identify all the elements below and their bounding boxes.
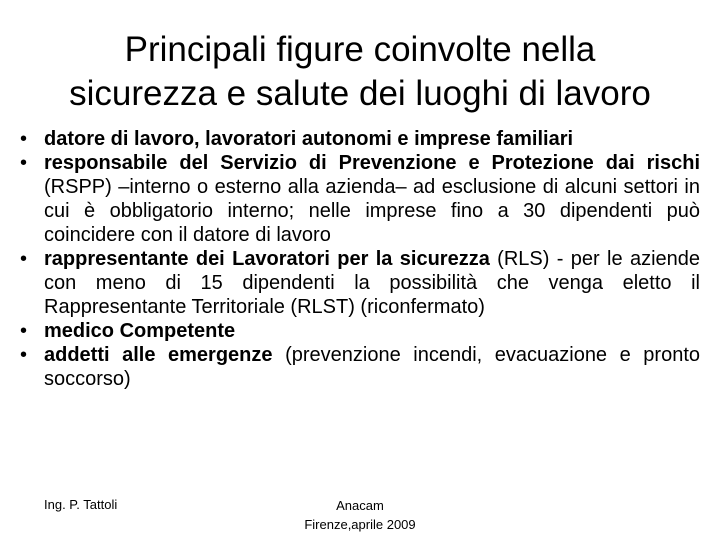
footer-org-date bbox=[280, 496, 440, 534]
bullet-bold-text: rappresentante dei Lavoratori per la sicurezza bbox=[44, 248, 490, 270]
bullet-dot-icon: • bbox=[20, 344, 28, 366]
bullet-bold-text: addetti alle emergenze bbox=[44, 344, 273, 366]
bullet-item-rls bbox=[20, 247, 700, 319]
bullet-bold-text: datore di lavoro, lavoratori autonomi e imprese familiari bbox=[44, 128, 574, 150]
footer-place-date: Firenze,aprile 2009 bbox=[304, 517, 416, 532]
footer-author: Ing. P. Tattoli bbox=[44, 497, 118, 512]
bullet-item-addetti bbox=[20, 343, 700, 391]
slide-title-line-2: sicurezza e salute dei luoghi di lavoro bbox=[69, 74, 651, 113]
bullet-item-rspp bbox=[20, 151, 700, 247]
bullet-list bbox=[20, 127, 700, 391]
bullet-plain-text: (prevenzione incendi, evacuazione e pronto soccorso) bbox=[44, 344, 701, 390]
slide-title-line-1: Principali figure coinvolte nella bbox=[124, 30, 596, 69]
slide-title bbox=[20, 28, 700, 116]
bullet-dot-icon: • bbox=[20, 152, 28, 174]
bullet-item-medico bbox=[20, 319, 700, 343]
bullet-dot-icon: • bbox=[20, 128, 28, 150]
bullet-plain-text: (RSPP) –interno o esterno alla azienda– ad esclusione di alcuni settori in cui è obbligatorio interno; nelle imprese fino a 30 dipendenti può coincidere con il datore di lavoro bbox=[44, 176, 700, 246]
bullet-plain-text: (RLS) - per le aziende con meno di 15 dipendenti la possibilità che venga eletto il Rappresentante Territoriale (RLST) (riconfermato) bbox=[44, 248, 700, 318]
bullet-dot-icon: • bbox=[20, 248, 28, 270]
bullet-item-datore bbox=[20, 127, 700, 151]
footer-org: Anacam bbox=[336, 498, 384, 513]
bullet-dot-icon: • bbox=[20, 320, 28, 342]
bullet-bold-text: medico Competente bbox=[44, 320, 236, 342]
bullet-bold-text: responsabile del Servizio di Prevenzione e Protezione dai rischi bbox=[44, 152, 700, 174]
